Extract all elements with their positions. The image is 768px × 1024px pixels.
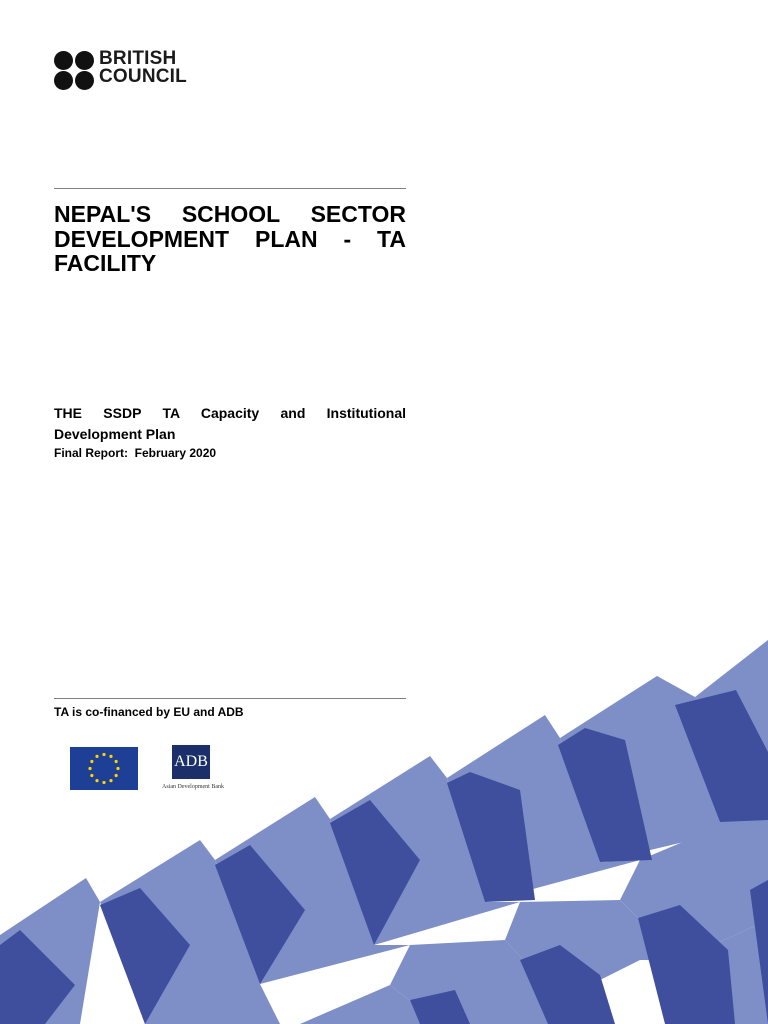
eu-star-icon — [102, 781, 105, 784]
adb-logo-mark: ADB — [172, 745, 210, 779]
logo-dots-icon — [54, 51, 94, 89]
eu-star-icon — [95, 779, 98, 782]
financing-divider — [54, 698, 406, 699]
eu-star-icon — [90, 774, 93, 777]
eu-star-icon — [116, 767, 119, 770]
adb-logo-caption: Asian Development Bank — [162, 784, 224, 790]
title-top-divider — [54, 188, 406, 189]
eu-star-icon — [95, 755, 98, 758]
document-title: NEPAL'S SCHOOL SECTOR DEVELOPMENT PLAN - TA FACILITY — [54, 201, 406, 276]
eu-star-icon — [115, 774, 118, 777]
eu-star-icon — [90, 760, 93, 763]
logo-wordmark — [99, 50, 187, 86]
eu-star-icon — [109, 755, 112, 758]
report-date: Final Report: February 2020 — [54, 446, 217, 460]
eu-star-icon — [88, 767, 91, 770]
cofinancing-note: TA is co-financed by EU and ADB — [54, 705, 244, 719]
logo-line-2: COUNCIL — [99, 66, 187, 87]
document-subtitle: THE SSDP TA Capacity and Institutional Development Plan — [54, 405, 406, 442]
eu-star-icon — [109, 779, 112, 782]
adb-logo — [156, 745, 230, 795]
logo-line-1: BRITISH — [99, 48, 177, 69]
eu-star-icon — [115, 760, 118, 763]
eu-star-icon — [102, 753, 105, 756]
british-council-logo — [54, 50, 214, 90]
eu-flag-icon — [70, 747, 138, 790]
